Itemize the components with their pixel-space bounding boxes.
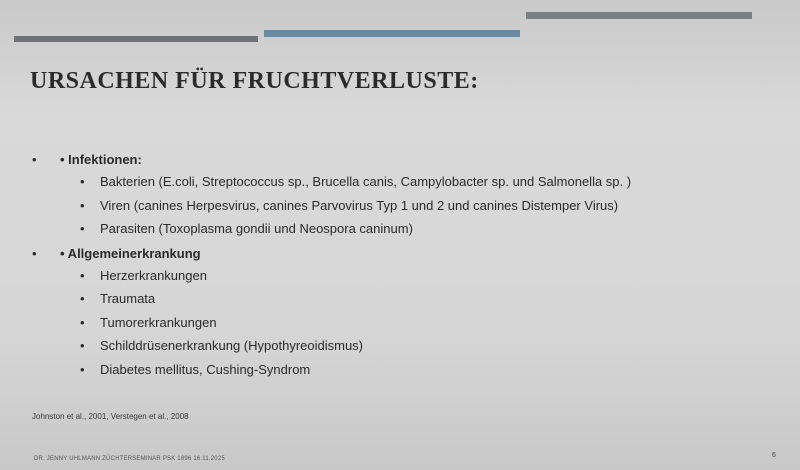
list-item-text: Parasiten (Toxoplasma gondii und Neospora caninum) bbox=[100, 221, 413, 236]
list-item-text: Tumorerkrankungen bbox=[100, 314, 217, 330]
slide-title: URSACHEN FÜR FRUCHTVERLUSTE: bbox=[30, 68, 479, 94]
bullet-marker: • bbox=[80, 338, 85, 353]
section-allgemeinerkrankung bbox=[32, 244, 752, 382]
bullet-list bbox=[32, 150, 752, 381]
section-heading: • Allgemeinerkrankung bbox=[60, 245, 201, 261]
bullet-marker: • bbox=[80, 291, 85, 306]
list-item-text: Schilddrüsenerkrankung (Hypothyreoidismus) bbox=[100, 338, 364, 353]
list-item bbox=[60, 334, 752, 358]
list-item-text: Traumata bbox=[100, 291, 156, 306]
reference-text: Johnston et al., 2001, Verstegen et al., 2008 bbox=[32, 412, 189, 421]
section-infektionen bbox=[32, 150, 752, 241]
list-item-text: Bakterien (E.coli, Streptococcus sp., Brucella canis, Campylobacter sp. und Salmonella sp. ) bbox=[100, 174, 632, 189]
bullet-marker: • bbox=[80, 197, 85, 213]
footer-text: DR. JENNY UHLMANN ZÜCHTERSEMINAR PSK 1896 16.11.2025 bbox=[34, 456, 225, 462]
bullet-marker: • bbox=[80, 221, 85, 236]
list-item bbox=[60, 287, 752, 311]
list-item bbox=[60, 194, 752, 218]
page-number: 6 bbox=[772, 452, 776, 459]
sub-list bbox=[60, 170, 752, 241]
decor-bar-right bbox=[526, 12, 752, 19]
bullet-marker: • bbox=[32, 245, 37, 261]
section-heading: • Infektionen: bbox=[60, 152, 142, 167]
list-item bbox=[60, 217, 752, 241]
bullet-marker: • bbox=[80, 361, 85, 377]
list-item-text: Herzerkrankungen bbox=[100, 267, 207, 283]
list-item-text: Viren (canines Herpesvirus, canines Parvovirus Typ 1 und 2 und canines Distemper Virus) bbox=[100, 197, 619, 213]
list-item-text: Diabetes mellitus, Cushing-Syndrom bbox=[100, 361, 311, 377]
list-item bbox=[60, 170, 752, 194]
bullet-marker: • bbox=[32, 152, 37, 167]
list-item bbox=[60, 311, 752, 335]
decor-bar-middle bbox=[264, 30, 520, 37]
bullet-marker: • bbox=[80, 314, 85, 330]
bullet-marker: • bbox=[80, 174, 85, 189]
list-item bbox=[60, 264, 752, 288]
bullet-marker: • bbox=[80, 267, 85, 283]
list-item bbox=[60, 358, 752, 382]
decor-bar-left bbox=[14, 36, 258, 42]
sub-list bbox=[60, 264, 752, 382]
